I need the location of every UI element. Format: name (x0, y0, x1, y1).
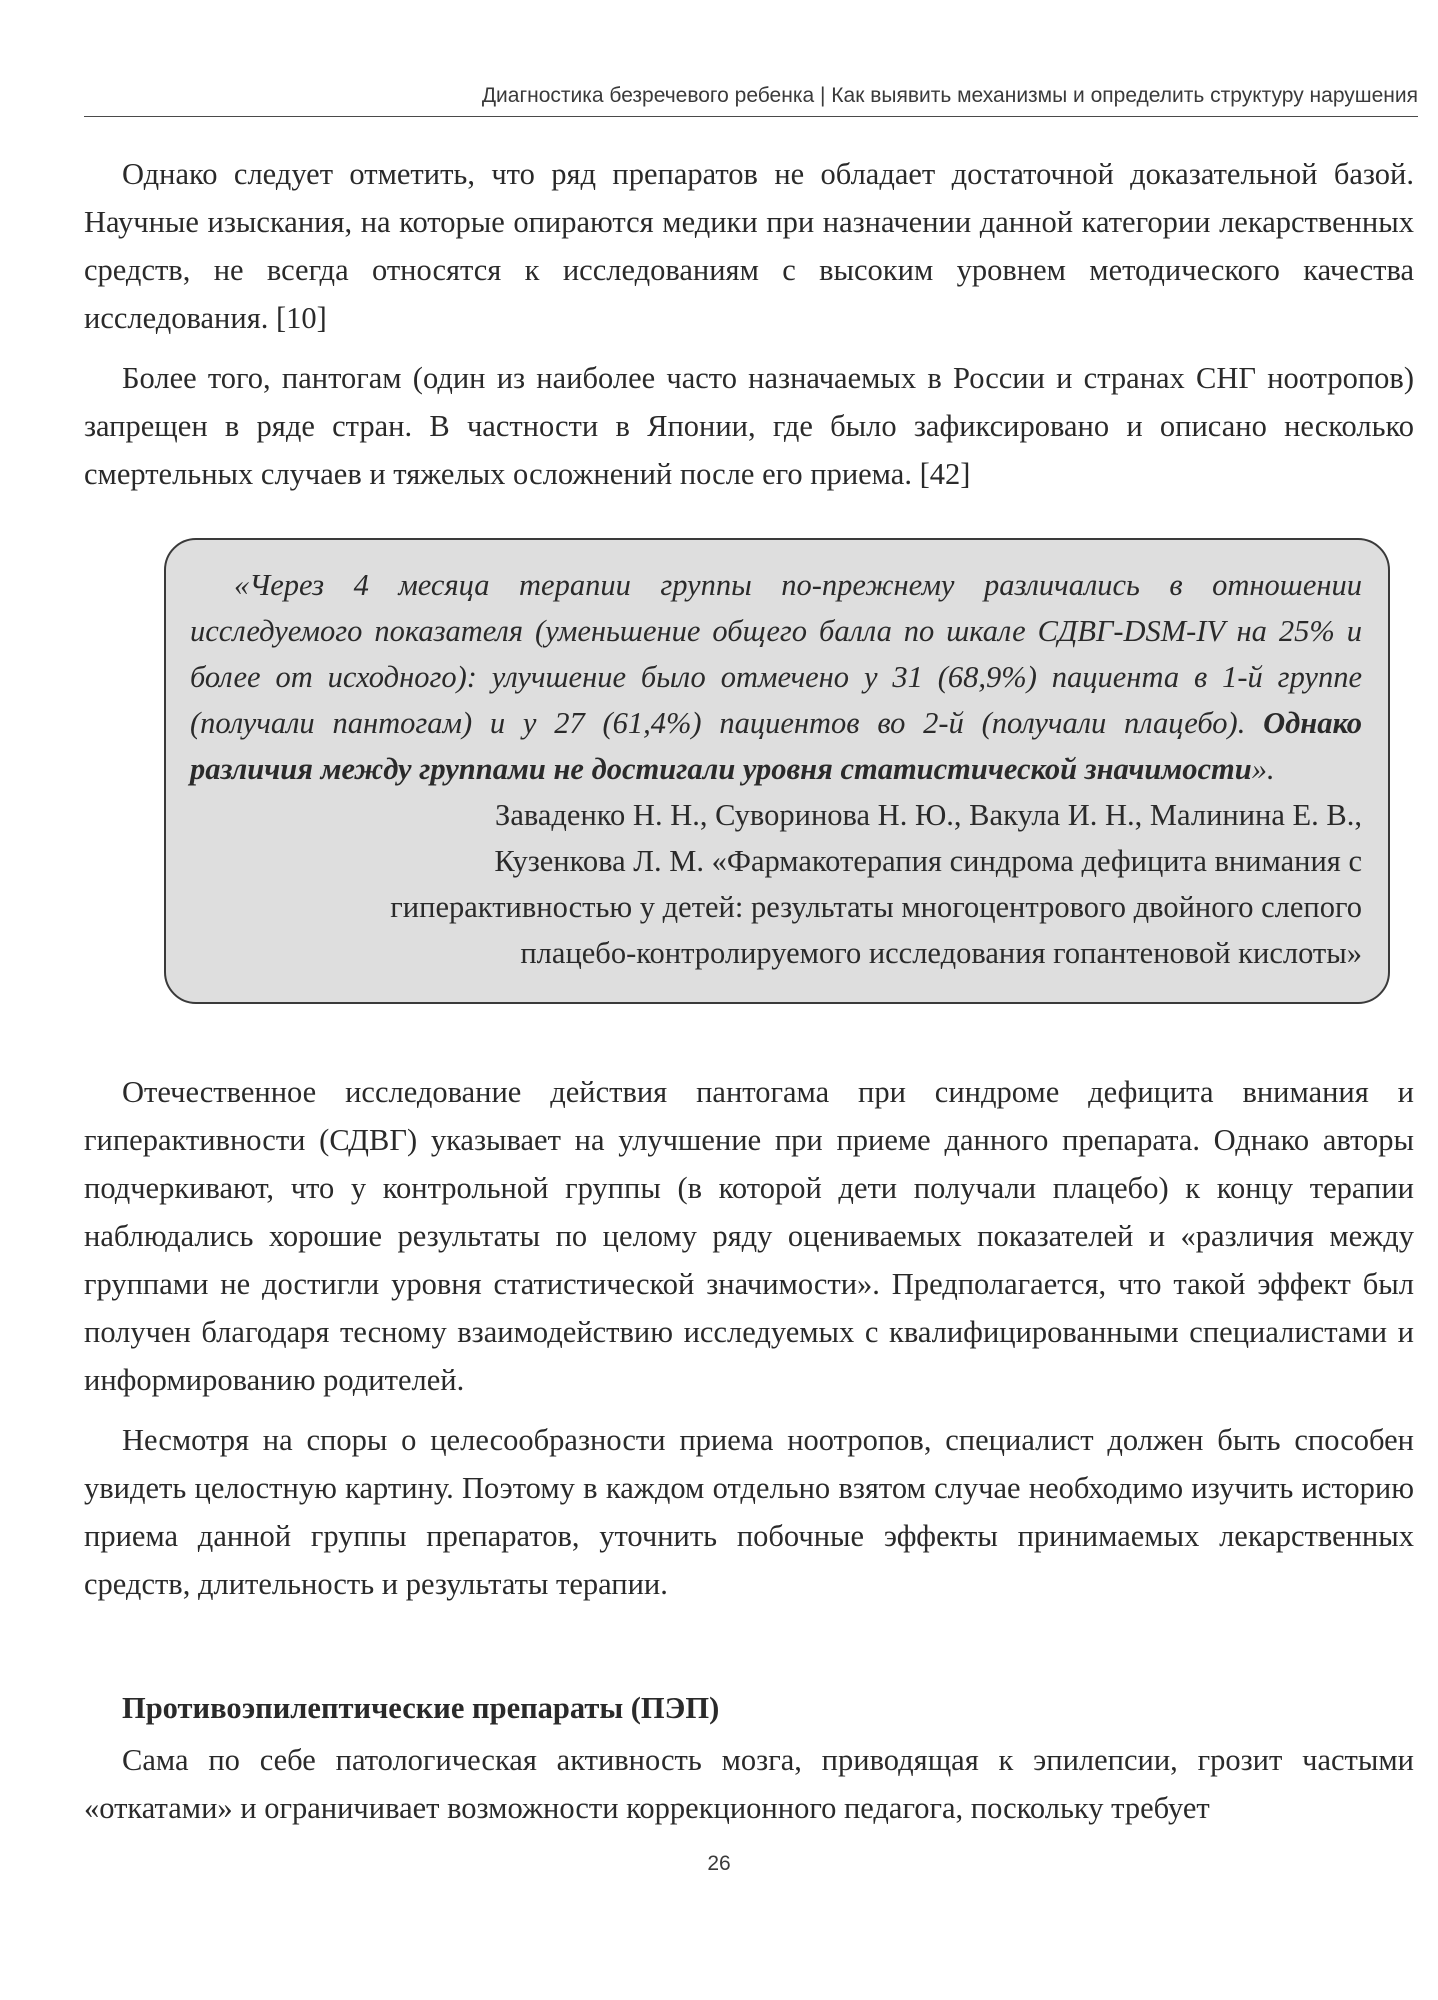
running-header: Диагностика безречевого ребенка | Как выявить механизмы и определить структуру нарушения (84, 82, 1418, 117)
quote-source-line: Кузенкова Л. М. «Фармакотерапия синдрома дефицита внимания с (494, 844, 1362, 878)
paragraph-holistic-picture: Несмотря на споры о целесообразности приема ноотропов, специалист должен быть способен увидеть целостную картину. Поэтому в каждом отдельно взятом случае необходимо изучить историю приема данной группы препаратов, уточнить побочные эффекты принимаемых лекарственных средств, длительность и результаты терапии. (84, 1423, 1414, 1601)
quote-text-main: «Через 4 месяца терапии группы по-прежнему различались в отношении исследуемого показателя (уменьшение общего балла по шкале СДВГ-DSM-IV на 25% и более от исходного): улучшение было отмечено у 31 (68,9%) пациента в 1-й группе (получали пантогам) и у 27 (61,4%) пациентов во 2-й (получали плацебо). (190, 568, 1362, 740)
paragraph-domestic-study: Отечественное исследование действия пантогама при синдроме дефицита внимания и гиперактивности (СДВГ) указывает на улучшение при приеме данного препарата. Однако авторы подчеркивают, что у контрольной группы (в которой дети получали плацебо) к концу терапии наблюдались хорошие результаты по целому ряду оцениваемых показателей и «различия между группами не достигли уровня статистической значимости». Предполагается, что такой эффект был получен благодаря тесному взаимодействию исследуемых с квалифицированными специалистами и информированию родителей. (84, 1075, 1414, 1397)
quote-box (164, 538, 1390, 1004)
quote-text-end: ». (1251, 752, 1275, 786)
quote-text-bold: Однако различия между группами не достигали уровня статистической значимости (190, 706, 1362, 786)
quote-source-line: Заваденко Н. Н., Суворинова Н. Ю., Вакула И. Н., Малинина Е. В., (495, 798, 1362, 832)
section-title: Противоэпилептические препараты (ПЭП) (122, 1691, 720, 1725)
quote-text (190, 562, 1362, 792)
paragraph-evidence-base: Однако следует отметить, что ряд препаратов не обладает достаточной доказательной базой. Научные изыскания, на которые опираются медики при назначении данной категории лекарственных средств, не всегда относятся к исследованиям с высоким уровнем методического качества исследования. [10] (84, 157, 1414, 335)
paragraph-epilepsy: Сама по себе патологическая активность мозга, приводящая к эпилепсии, грозит частыми «откатами» и ограничивает возможности коррекционного педагога, поскольку требует (84, 1743, 1414, 1825)
page-number: 26 (707, 1852, 731, 1875)
quote-source-line: плацебо-контролируемого исследования гопантеновой кислоты» (520, 936, 1362, 970)
paragraph-pantogam-ban: Более того, пантогам (один из наиболее часто назначаемых в России и странах СНГ ноотропов) запрещен в ряде стран. В частности в Японии, где было зафиксировано и описано несколько смертельных случаев и тяжелых осложнений после его приема. [42] (84, 361, 1414, 491)
page-content (84, 150, 1414, 1832)
quote-source (190, 792, 1362, 976)
quote-source-line: гиперактивностью у детей: результаты многоцентрового двойного слепого (390, 890, 1362, 924)
